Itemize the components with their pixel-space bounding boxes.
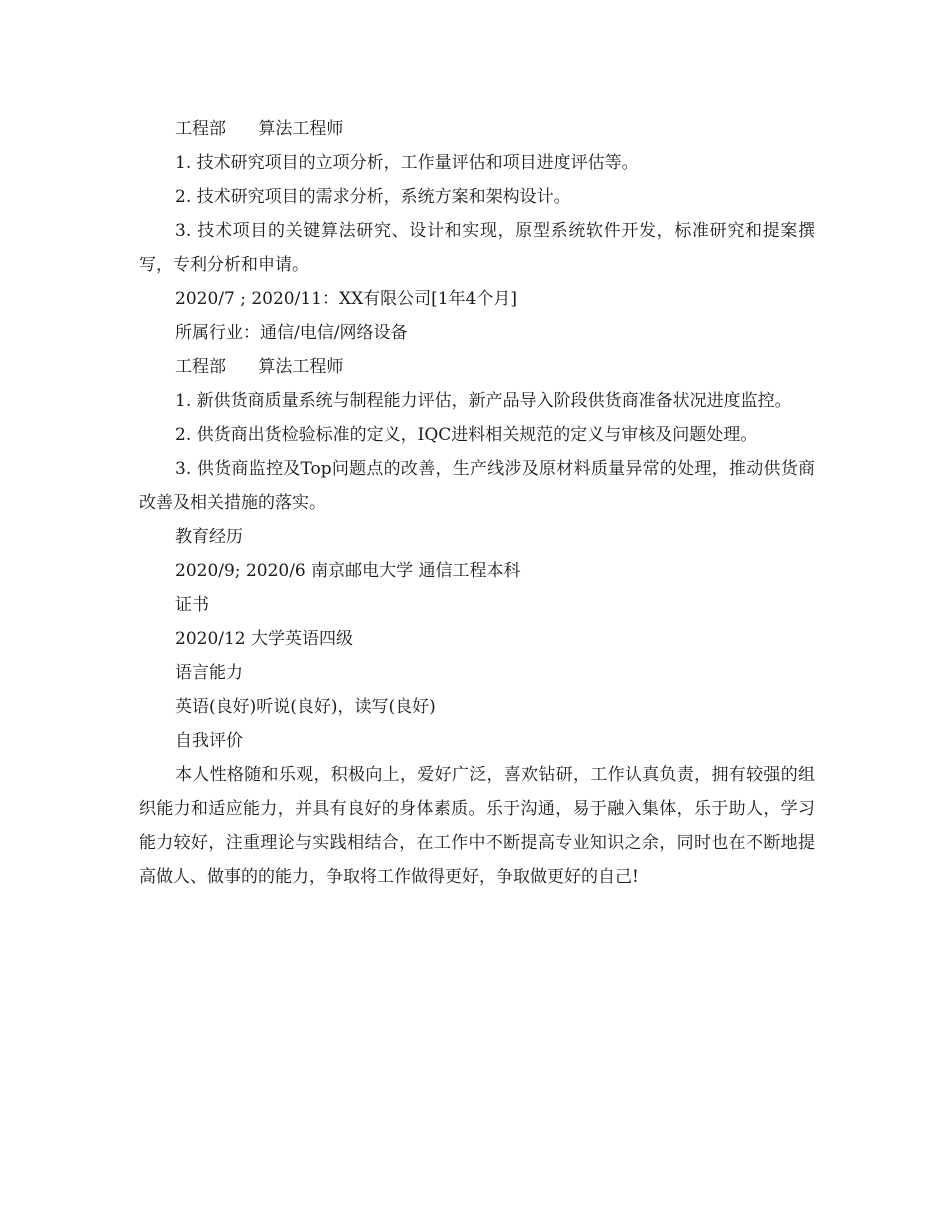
- section-heading-language: 语言能力: [175, 663, 243, 683]
- job-duty-item: 2. 技术研究项目的需求分析，系统方案和架构设计。: [175, 187, 571, 207]
- job-department-title: 工程部 算法工程师: [175, 357, 344, 377]
- self-evaluation-text: 本人性格随和乐观，积极向上，爱好广泛，喜欢钻研，工作认真负责，拥有较强的组织能力和适应能力，并具有良好的身体素质。乐于沟通，易于融入集体，乐于助人，学习能力较好，注重理论与实践相结合，在工作中不断提高专业知识之余，同时也在不断地提高做人、做事的的能力，争取将工作做得更好，争取做更好的自己!: [139, 765, 815, 887]
- certificate-item: 2020/12 大学英语四级: [175, 629, 354, 649]
- job-department-title: 工程部 算法工程师: [175, 119, 344, 139]
- language-item: 英语(良好)听说(良好)，读写(良好): [175, 697, 436, 717]
- section-heading-education: 教育经历: [175, 527, 243, 547]
- job-duty-item: 1. 技术研究项目的立项分析，工作量评估和项目进度评估等。: [175, 153, 639, 173]
- education-item: 2020/9; 2020/6 南京邮电大学 通信工程本科: [175, 561, 521, 581]
- job-duty-item: 3. 供货商监控及Top问题点的改善，生产线涉及原材料质量异常的处理，推动供货商改善及相关措施的落实。: [139, 459, 815, 513]
- job-duty-item: 3. 技术项目的关键算法研究、设计和实现，原型系统软件开发，标准研究和提案撰写，专利分析和申请。: [139, 221, 815, 275]
- job-duty-item: 2. 供货商出货检验标准的定义，IQC进料相关规范的定义与审核及问题处理。: [175, 425, 758, 445]
- resume-page: [139, 112, 815, 894]
- job-industry: 所属行业：通信/电信/网络设备: [175, 323, 408, 343]
- job-duty-item: 1. 新供货商质量系统与制程能力评估，新产品导入阶段供货商准备状况进度监控。: [175, 391, 792, 411]
- job-period: 2020/7 ; 2020/11：XX有限公司[1年4个月]: [175, 289, 518, 309]
- section-heading-self-evaluation: 自我评价: [175, 731, 243, 751]
- section-heading-certificate: 证书: [175, 595, 209, 615]
